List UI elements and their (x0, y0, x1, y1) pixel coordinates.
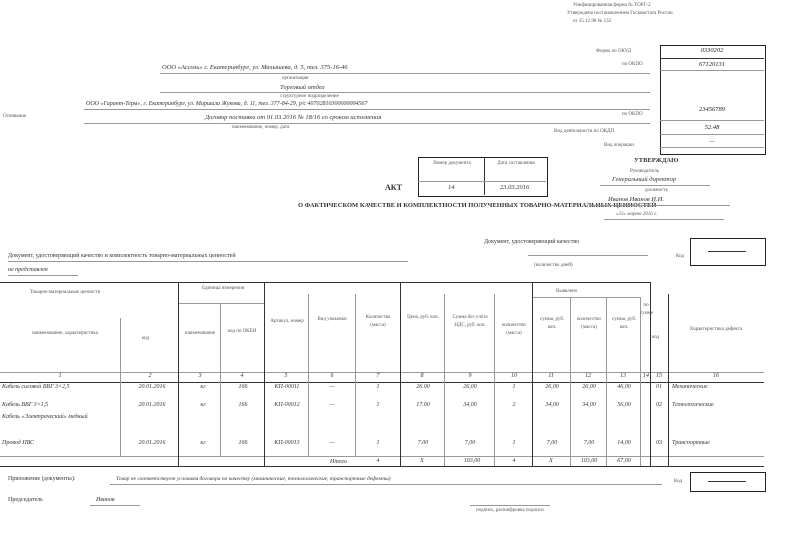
conclusion-line: Товар не соответствует условиям договора по качеству (механические, технологические, транспортные дефекты) (116, 476, 391, 482)
table-cell: КП-00012 (274, 402, 300, 408)
code-okdp: 52.48 (704, 124, 720, 131)
table-cell: 56,00 (617, 402, 631, 408)
table-cell: — (329, 440, 335, 446)
approval-signature: Иванов Иванов И.И. (608, 196, 664, 203)
table-cell: 17.00 (416, 402, 430, 408)
table-cell: кг (200, 440, 206, 446)
col-header-dev-sum: сумма, руб. коп. (539, 317, 565, 330)
table-cell: 1 (512, 440, 516, 446)
col-number-6: 6 (330, 373, 334, 379)
col-header-unit-name: наименование (184, 331, 216, 336)
total-x-2: Х (549, 458, 553, 464)
inspection-document-value: не представлен (8, 267, 48, 273)
table-cell: 2 (512, 402, 516, 408)
form-approval-line-3: от 25.12.98 № 132 (573, 19, 612, 24)
col-header-defect-code: код (652, 335, 660, 340)
basis-label: Основание (3, 114, 27, 119)
act-number: 14 (448, 184, 455, 191)
col-number-16: 16 (713, 373, 719, 379)
act-date: 23.03.2016 (500, 184, 530, 191)
table-cell: 26,00 (463, 384, 477, 390)
col-header-dev-qty: количество (масса) (577, 317, 601, 330)
footer-code-label: Код (674, 479, 682, 484)
table-cell: 01 (656, 384, 662, 390)
approval-position-caption: должность (645, 188, 668, 193)
organization-caption: организация (282, 76, 309, 81)
col-header-price: Цена, руб. коп. (407, 315, 439, 320)
table-cell: 1 (376, 384, 380, 390)
col-number-11: 11 (548, 373, 554, 379)
col-number-13: 13 (620, 373, 626, 379)
signature-value: Иванов (96, 497, 115, 503)
code-okpo: 67120131 (699, 61, 725, 68)
supplier-line: ООО «Гарант-Терм», г. Екатеринбург, ул. Маршала Жукова, д. 11, тел. 377-84-29, р/с 40702810300000004567 (86, 101, 368, 107)
col-header-package: Вид упаковки (317, 317, 347, 322)
table-cell: 1 (376, 402, 380, 408)
table-cell: 02 (656, 402, 662, 408)
col-number-1: 1 (58, 373, 62, 379)
col-header-qty-mass: количество (масса) (502, 323, 526, 336)
col-number-14: 14 (643, 373, 649, 379)
table-cell-name: Кабель «Электрический» медный (2, 414, 88, 420)
contract-caption: наименование, номер, дата (232, 125, 290, 130)
col-number-12: 12 (585, 373, 591, 379)
total-sum-2: 103,00 (580, 458, 598, 464)
code-label-okud: Форма по ОКУД (596, 49, 632, 54)
col-number-2: 2 (148, 373, 152, 379)
quality-document-caption: (количество дней) (534, 263, 573, 268)
table-cell: Технологические (672, 402, 714, 408)
col-number-5: 5 (284, 373, 288, 379)
table-cell-name: Кабель ВВГ 3×1,5 (2, 402, 49, 408)
code-okpo-2: 23456789 (699, 106, 725, 113)
form-approval-line-1: Унифицированная форма № ТОРГ-2 (573, 3, 651, 8)
code-operation: — (709, 138, 715, 145)
table-cell: 03 (656, 440, 662, 446)
table-cell: 166 (238, 384, 248, 390)
form-approval-line-2: Утверждена постановлением Госкомстата России (567, 11, 673, 16)
act-date-header: Дата составления (497, 161, 535, 166)
approval-role: Руководитель (630, 169, 660, 174)
department-caption: структурное подразделение (280, 94, 339, 99)
group-header-deviations: Выявлено (556, 289, 578, 294)
table-cell: 14,00 (617, 440, 631, 446)
table-cell: 34,00 (545, 402, 559, 408)
col-header-by-sum: по сумме (640, 303, 654, 316)
col-number-7: 7 (376, 373, 380, 379)
act-label: АКТ (385, 183, 402, 192)
table-cell: 26,00 (582, 384, 596, 390)
col-header-defect: Характеристика дефекта (689, 327, 743, 332)
col-header-dev-sum2: сумма, руб. коп. (611, 317, 637, 330)
total-label: Итого (330, 459, 348, 465)
total-x-1: Х (420, 458, 424, 464)
table-cell: КП-00011 (274, 384, 300, 390)
conclusion-label: Приложение (документы): (8, 476, 76, 482)
table-cell-name: Кабель силовой ВВГ 3×2,5 (2, 384, 70, 390)
col-header-quantity: Количество (масса) (365, 315, 391, 328)
col-header-okei: код по ОКЕИ (227, 329, 257, 334)
col-number-9: 9 (468, 373, 472, 379)
table-cell: 46,00 (617, 384, 631, 390)
total-sum-3: 67,00 (617, 458, 631, 464)
table-cell: 1 (512, 384, 516, 390)
approval-date: «23» марта 2016 г. (616, 212, 658, 217)
code-okud: 0330202 (700, 47, 724, 54)
table-cell: 166 (238, 440, 248, 446)
act-number-header: Номер документа (433, 161, 471, 166)
col-header-article: Артикул, номер (270, 319, 304, 324)
table-cell: кг (200, 402, 206, 408)
table-cell: 20.01.2016 (138, 402, 166, 408)
col-number-3: 3 (198, 373, 202, 379)
total-quantity-2: 4 (512, 458, 516, 464)
table-cell: 26.00 (416, 384, 430, 390)
group-header-units: Единица измерения (201, 286, 245, 291)
col-number-8: 8 (420, 373, 424, 379)
contract-line: Договор поставки от 01.03.2016 № 18/16 со сроком исполнения (205, 114, 382, 121)
department: Торговый отдел (280, 84, 325, 91)
code-label-operation: Вид операции (604, 143, 634, 148)
table-cell: 7,00 (583, 440, 595, 446)
table-cell: 34,00 (582, 402, 596, 408)
table-cell: Транспортные (672, 440, 710, 446)
footer-code-box (690, 472, 766, 492)
code-label-okpo-2: по ОКПО (622, 112, 643, 117)
table-cell: 20.01.2016 (138, 440, 166, 446)
approval-title: УТВЕРЖДАЮ (634, 157, 679, 164)
act-title: О ФАКТИЧЕСКОМ КАЧЕСТВЕ И КОМПЛЕКТНОСТИ ПОЛУЧЕННЫХ ТОВАРНО-МАТЕРИАЛЬНЫХ ЦЕННОСТЕЙ (298, 202, 657, 209)
table-cell-name: Провод ПВС (2, 440, 35, 446)
organization-line: ООО «Ассоль» г. Екатеринбург, ул. Малышева, д. 5, тел. 375-16-46 (162, 64, 348, 71)
inspection-code-box (690, 238, 766, 266)
total-quantity: 4 (376, 458, 380, 464)
col-header-name: наименование, характеристика (32, 331, 98, 336)
table-cell: 7,00 (546, 440, 558, 446)
table-cell: 166 (238, 402, 248, 408)
inspection-code-label: Код (676, 254, 684, 259)
col-header-code: код (142, 336, 150, 341)
col-number-15: 15 (656, 373, 662, 379)
table-cell: 7.00 (417, 440, 429, 446)
table-cell: 34,00 (463, 402, 477, 408)
signature-caption: подпись, расшифровка подписи (476, 508, 544, 513)
col-number-4: 4 (240, 373, 244, 379)
table-cell: — (329, 384, 335, 390)
col-number-10: 10 (511, 373, 517, 379)
table-cell: — (329, 402, 335, 408)
table-cell: 26,00 (545, 384, 559, 390)
inspection-document-label: Документ, удостоверяющий качество и комплектность товарно-материальных ценностей (8, 253, 236, 259)
table-cell: КП-00013 (274, 440, 300, 446)
table-cell: Механические (672, 384, 708, 390)
total-sum: 103,00 (463, 458, 481, 464)
table-cell: 7,00 (464, 440, 476, 446)
group-header-goods: Товарно-материальные ценности (30, 290, 101, 295)
table-cell: 1 (376, 440, 380, 446)
col-header-sum: Сумма без учёта НДС, руб. коп. (452, 315, 488, 328)
quality-document-label: Документ, удостоверяющий качество (484, 239, 580, 245)
table-cell: кг (200, 384, 206, 390)
approval-position: Генеральный директор (612, 176, 677, 183)
code-label-okpo: по ОКПО (622, 62, 643, 67)
signature-label: Председатель (8, 497, 43, 503)
code-label-okdp: Вид деятельности по ОКДП (554, 129, 615, 134)
table-cell: 20.01.2016 (138, 384, 166, 390)
